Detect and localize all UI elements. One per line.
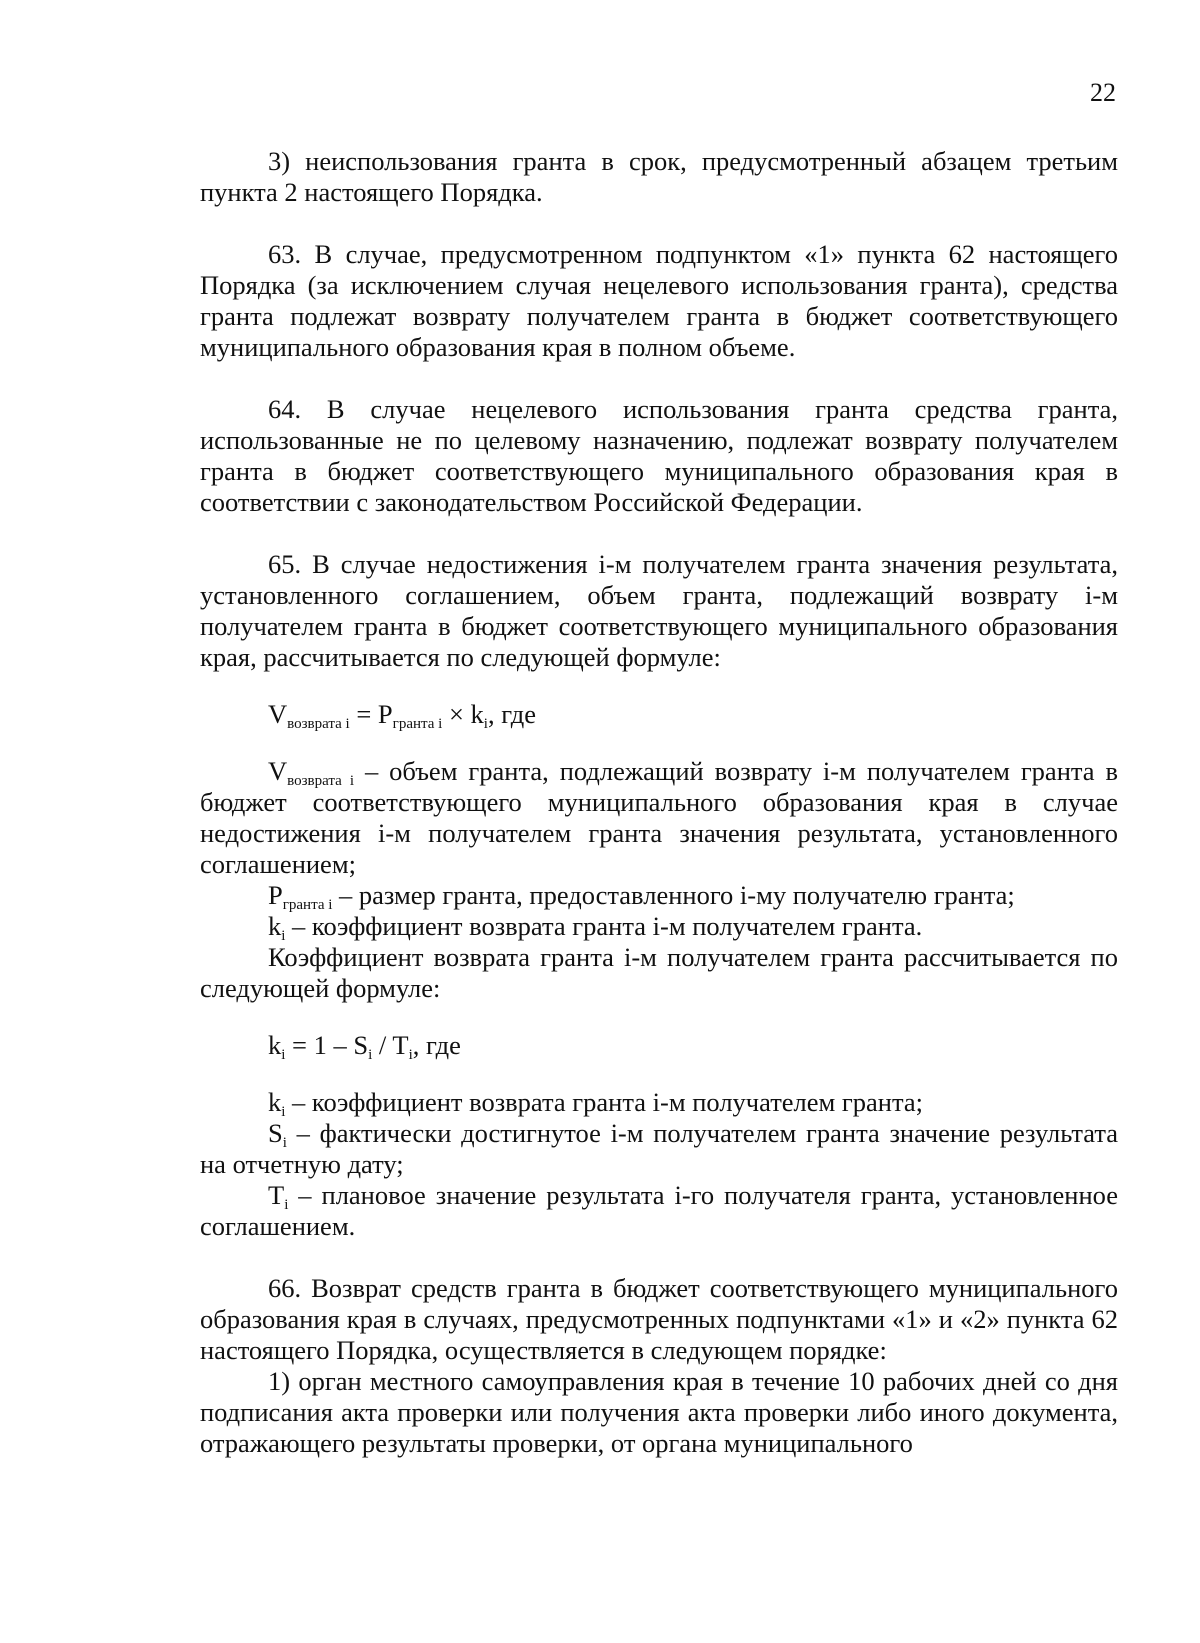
formula-symbol: V: [268, 699, 288, 729]
definition-symbol: k: [268, 911, 282, 941]
formula-operator: × k: [442, 699, 484, 729]
paragraph-65: 65. В случае недостижения i-м получателем гранта значения результата, установленного соглашением, объем гранта, подлежащий возврату i-м получателем гранта в бюджет соответствующего муниципального образования края, рассчитывается по следующей формуле:: [200, 549, 1118, 672]
definition-v: [200, 756, 1118, 880]
formula-subscript: гранта i: [392, 716, 443, 732]
paragraph-66-1: 1) орган местного самоуправления края в течение 10 рабочих дней со дня подписания акта проверки или получения акта проверки либо иного документа, отражающего результаты проверки, от органа муниципального: [200, 1366, 1118, 1458]
paragraph-coefficient-intro: Коэффициент возврата гранта i-м получателем гранта рассчитывается по следующей формуле:: [200, 942, 1118, 1003]
definition-symbol: V: [268, 756, 288, 786]
definition-text: – объем гранта, подлежащий возврату i-м получателем гранта в бюджет соответствующего муниципального образования края в случае недостижения i-м получателем гранта значения результата, установленного соглашением;: [200, 756, 1118, 879]
formula-tail: , где: [487, 699, 536, 729]
formula-subscript: i: [408, 1047, 413, 1063]
definition-text: – коэффициент возврата гранта i-м получателем гранта.: [285, 911, 923, 941]
definition-text: – размер гранта, предоставленного i-му получателю гранта;: [332, 880, 1015, 910]
formula-operator: =: [349, 699, 378, 729]
formula-symbol: k: [268, 1030, 282, 1060]
definition-symbol: k: [268, 1087, 282, 1117]
formula-subscript: i: [483, 716, 488, 732]
paragraph-63: 63. В случае, предусмотренном подпунктом «1» пункта 62 настоящего Порядка (за исключением случая нецелевого использования гранта), средства гранта подлежат возврату получателем гранта в бюджет соответствующего муниципального образования края в полном объеме.: [200, 239, 1118, 362]
definition-subscript: возврата i: [287, 773, 355, 789]
definition-k2: [200, 1087, 1118, 1118]
formula-subscript: i: [368, 1047, 373, 1063]
definition-subscript: i: [284, 1197, 289, 1213]
formula-return-volume: [268, 699, 1118, 730]
definition-subscript: i: [282, 1135, 287, 1151]
definition-text: – фактически достигнутое i-м получателем гранта значение результата на отчетную дату;: [200, 1118, 1118, 1179]
document-body: [200, 146, 1118, 1459]
paragraph-62-3: 3) неиспользования гранта в срок, предусмотренный абзацем третьим пункта 2 настоящего Порядка.: [200, 146, 1118, 207]
definition-s: [200, 1118, 1118, 1180]
definition-k: [200, 911, 1118, 942]
definition-subscript: i: [281, 928, 286, 944]
paragraph-64: 64. В случае нецелевого использования гранта средства гранта, использованные не по целевому назначению, подлежат возврату получателем гранта в бюджет соответствующего муниципального образования края в соответствии с законодательством Российской Федерации.: [200, 394, 1118, 517]
formula-subscript: i: [281, 1047, 286, 1063]
definition-p: [200, 880, 1118, 911]
definition-text: – коэффициент возврата гранта i-м получателем гранта;: [285, 1087, 924, 1117]
formula-subscript: возврата i: [287, 716, 350, 732]
definition-subscript: гранта i: [282, 897, 333, 913]
formula-operator: / T: [372, 1030, 409, 1060]
formula-operator: = 1 – S: [285, 1030, 369, 1060]
paragraph-66: 66. Возврат средств гранта в бюджет соответствующего муниципального образования края в случаях, предусмотренных подпунктами «1» и «2» пункта 62 настоящего Порядка, осуществляется в следующем порядке:: [200, 1273, 1118, 1365]
formula-symbol: P: [377, 699, 393, 729]
definition-symbol: S: [268, 1118, 283, 1148]
definition-symbol: P: [268, 880, 283, 910]
definition-subscript: i: [281, 1104, 286, 1120]
definition-text: – плановое значение результата i-го получателя гранта, установленное соглашением.: [200, 1180, 1118, 1241]
page-number: 22: [1090, 78, 1116, 107]
formula-tail: , где: [412, 1030, 461, 1060]
definition-t: [200, 1180, 1118, 1242]
formula-coefficient: [268, 1030, 1118, 1061]
definition-symbol: T: [268, 1180, 285, 1210]
